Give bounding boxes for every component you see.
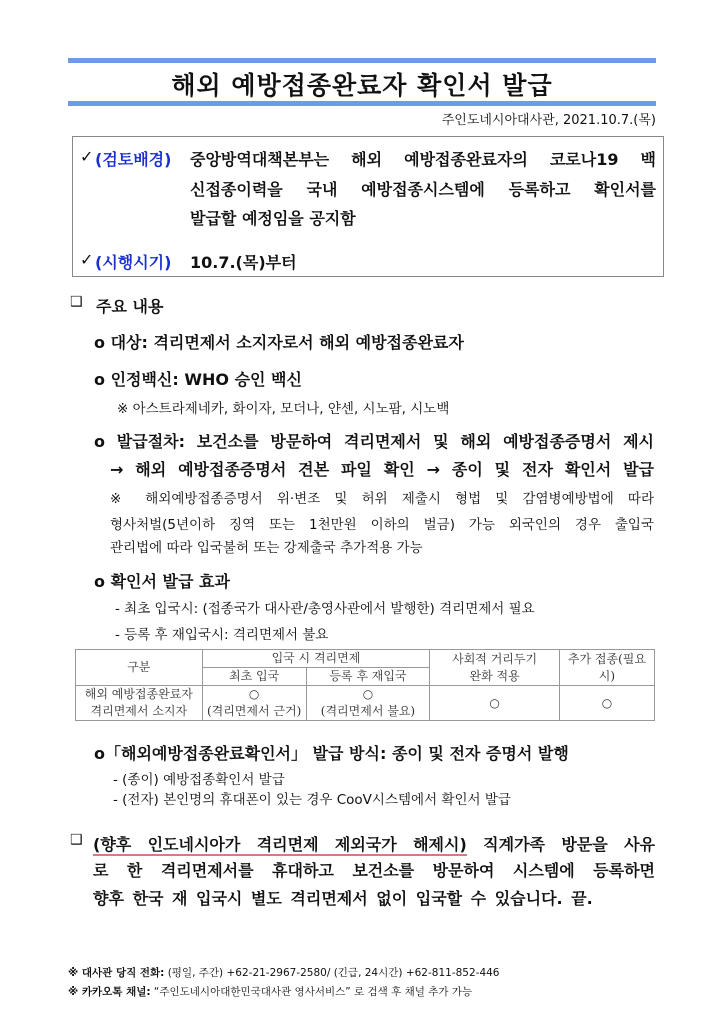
procedure-line: → 해외 예방접종증명서 견본 파일 확인 → 종이 및 전자 확인서 발급 <box>110 460 654 479</box>
background-line: 신접종이력을 국내 예방접종시스템에 등록하고 확인서를 <box>190 180 656 199</box>
title-rule <box>68 101 656 106</box>
procedure-note-line: 관리법에 따라 입국불허 또는 강제출국 추가적용 가능 <box>110 540 423 556</box>
effects-table <box>75 649 655 721</box>
issuer-date: 주인도네시아대사관, 2021.10.7.(목) <box>441 113 656 128</box>
method-heading: o「해외예방접종완료확인서」 발급 방식: 종이 및 전자 증명서 발행 <box>94 744 569 763</box>
footer-phone: ※ 대사관 당직 전화: (평일, 주간) +62-21-2967-2580/ (긴급, 24시간) +62-811-852-446 <box>68 967 500 979</box>
closing-line-1: (향후 인도네시아가 격리면제 제외국가 해제시) 직계가족 방문을 사유 <box>93 835 655 854</box>
effective-label: (시행시기) <box>95 253 172 272</box>
effective-text: 10.7.(목)부터 <box>190 253 297 272</box>
vaccines-item: o 인정백신: WHO 승인 백신 <box>94 370 302 389</box>
cell-distancing: ○ <box>430 686 560 721</box>
method-item: - (전자) 본인명의 휴대폰이 있는 경우 CooV시스템에서 확인서 발급 <box>113 792 511 808</box>
effect-item: - 최초 입국시: (접종국가 대사관/총영사관에서 발행한) 격리면제서 필요 <box>115 601 535 617</box>
procedure-line: o 발급절차: 보건소를 방문하여 격리면제서 및 해외 예방접종증명서 제시 <box>94 432 654 451</box>
header-exemption: 입국 시 격리면제 <box>202 650 430 668</box>
cell-booster: ○ <box>559 686 654 721</box>
background-line: 중앙방역대책본부는 해외 예방접종완료자의 코로나19 백 <box>190 150 656 169</box>
background-line: 발급할 예정임을 공지함 <box>190 209 356 228</box>
effect-item: - 등록 후 재입국시: 격리면제서 불요 <box>115 627 329 643</box>
effect-heading: o 확인서 발급 효과 <box>94 572 230 591</box>
closing-line-2: 로 한 격리면제서를 휴대하고 보건소를 방문하여 시스템에 등록하면 <box>93 861 655 880</box>
checkbox-bullet-icon: ❑ <box>70 832 83 848</box>
checkbox-bullet-icon: ❑ <box>70 294 83 310</box>
header-distancing: 사회적 거리두기 완화 적용 <box>430 650 560 686</box>
top-rule <box>68 58 656 63</box>
footer-kakao: ※ 카카오톡 채널: “주인도네시아대한민국대사관 영사서비스” 로 검색 후 채널 추가 가능 <box>68 986 473 998</box>
page-title: 해외 예방접종완료자 확인서 발급 <box>171 71 553 100</box>
header-booster: 추가 접종(필요시) <box>559 650 654 686</box>
method-item: - (종이) 예방접종확인서 발급 <box>113 772 285 788</box>
procedure-note-line: 형사처벌(5년이하 징역 또는 1천만원 이하의 벌금) 가능 외국인의 경우 출입국 <box>110 517 654 533</box>
check-icon: ✓ <box>80 147 94 166</box>
target-item: o 대상: 격리면제서 소지자로서 해외 예방접종완료자 <box>94 333 464 352</box>
header-reentry: 등록 후 재입국 <box>306 668 430 686</box>
underlined-condition: (향후 인도네시아가 격리면제 제외국가 해제시) <box>93 835 467 854</box>
check-icon: ✓ <box>80 250 94 269</box>
vaccines-note: ※ 아스트라제네카, 화이자, 모더나, 얀센, 시노팜, 시노백 <box>117 401 450 417</box>
header-category: 구분 <box>76 650 203 686</box>
section-heading: 주요 내용 <box>96 297 164 316</box>
cell-reentry: ○ (격리면제서 불요) <box>306 686 430 721</box>
header-first-entry: 최초 입국 <box>202 668 306 686</box>
background-label: (검토배경) <box>95 150 172 169</box>
procedure-note-line: ※ 해외예방접종증명서 위·변조 및 허위 제출시 형법 및 감염병예방법에 따라 <box>110 491 654 507</box>
cell-first-entry: ○ (격리면제서 근거) <box>202 686 306 721</box>
row-label: 해외 예방접종완료자 격리면제서 소지자 <box>76 686 203 721</box>
closing-line-3: 향후 한국 재 입국시 별도 격리면제서 없이 입국할 수 있습니다. 끝. <box>93 889 593 908</box>
